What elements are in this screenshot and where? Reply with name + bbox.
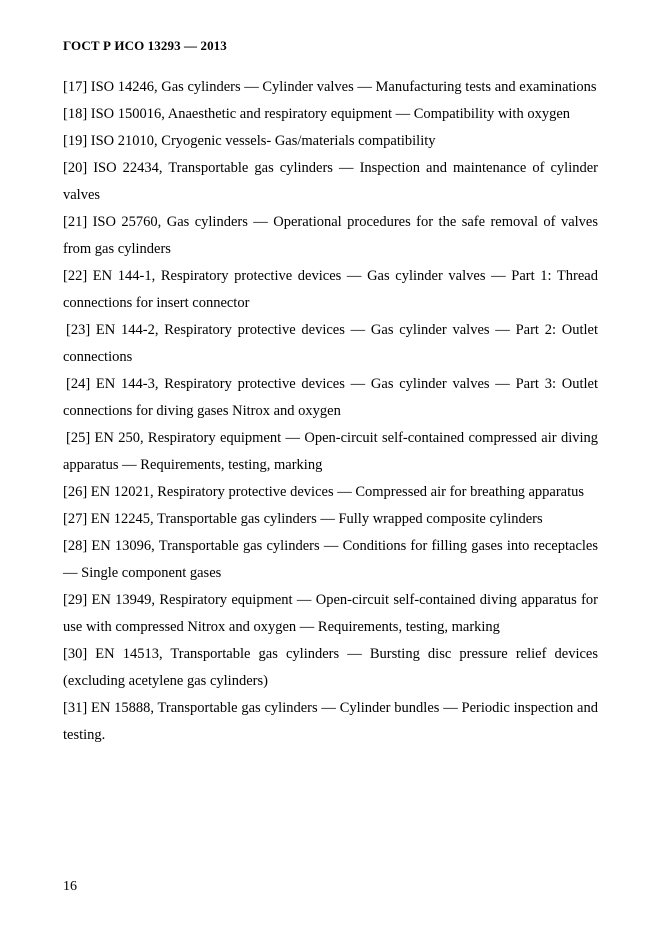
reference-item: [19] ISO 21010, Cryogenic vessels- Gas/materials compatibility [63,133,436,149]
reference-item: [26] EN 12021, Respiratory protective devices — Compressed air for breathing apparatus [63,484,585,500]
reference-item: [17] ISO 14246, Gas cylinders — Cylinder valves — Manufacturing tests and examinations [63,79,597,95]
reference-item: [21] ISO 25760, Gas cylinders — Operational procedures for the safe removal of valves from gas cylinders [63,214,598,257]
reference-item: [25] EN 250, Respiratory equipment — Open-circuit self-contained compressed air diving apparatus — Requirements, testing, marking [63,430,598,473]
reference-item: [23] EN 144-2, Respiratory protective devices — Gas cylinder valves — Part 2: Outlet connections [63,322,598,365]
reference-item: [24] EN 144-3, Respiratory protective devices — Gas cylinder valves — Part 3: Outlet connections for diving gases Nitrox and oxygen [63,376,598,419]
reference-item: [29] EN 13949, Respiratory equipment — Open-circuit self-contained diving apparatus for use with compressed Nitrox and oxygen — Requirements, testing, marking [63,592,598,635]
reference-item: [31] EN 15888, Transportable gas cylinders — Cylinder bundles — Periodic inspection and testing. [63,700,598,743]
reference-item: [30] EN 14513, Transportable gas cylinders — Bursting disc pressure relief devices (excluding acetylene gas cylinders) [63,646,598,689]
document-header: ГОСТ Р ИСО 13293 — 2013 [63,38,227,53]
bibliography-list [63,74,598,749]
reference-item: [27] EN 12245, Transportable gas cylinders — Fully wrapped composite cylinders [63,511,543,527]
reference-item: [20] ISO 22434, Transportable gas cylinders — Inspection and maintenance of cylinder valves [63,160,598,203]
reference-item: [28] EN 13096, Transportable gas cylinders — Conditions for filling gases into receptacles — Single component gases [63,538,598,581]
page-number: 16 [63,879,77,894]
reference-item: [22] EN 144-1, Respiratory protective devices — Gas cylinder valves — Part 1: Thread connections for insert connector [63,268,598,311]
reference-item: [18] ISO 150016, Anaesthetic and respiratory equipment — Compatibility with oxygen [63,106,571,122]
